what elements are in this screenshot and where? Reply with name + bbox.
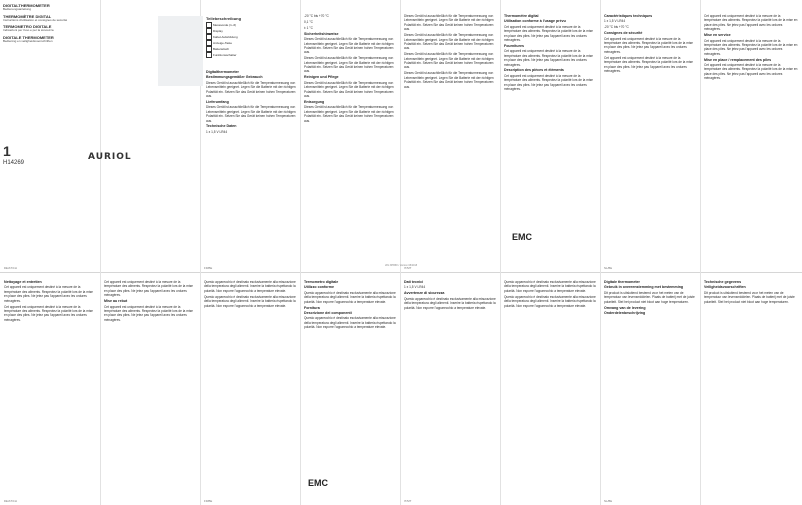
tech-accuracy: ± 1 °C bbox=[304, 25, 313, 30]
cover-titles bbox=[3, 3, 113, 45]
section-heading: Fournitures bbox=[504, 43, 524, 48]
product-number: 1 bbox=[3, 143, 11, 159]
body-text: Dieses Gerät ist ausschließlich für die Temperaturmessung von Lebensmitteln geeignet. Legen Sie die Batterie mit der richtigen Polarität ein. Setzen Sie das Gerät keinen hohen Temperaturen aus. bbox=[304, 80, 394, 98]
section-heading: Avvertenze di sicurezza bbox=[404, 291, 445, 296]
body-text: Cet appareil est uniquement destiné à la mesure de la température des aliments. Respectez la polarité lors de la mise en place des piles. Ne jetez pas l'appareil avec les ordures ménagères. bbox=[4, 285, 93, 303]
section-heading: Lieferumfang bbox=[206, 99, 229, 104]
tech-battery: 1 x 1,5 V LR44 bbox=[604, 19, 626, 24]
page-number: IT/MT bbox=[404, 499, 412, 503]
fold-line bbox=[500, 0, 501, 505]
page-number: DE/AT/CH bbox=[4, 266, 17, 270]
body-text: Cet appareil est uniquement destiné à la mesure de la température des aliments. Respectez la polarité lors de la mise en place des piles. Ne jetez pas l'appareil avec les ordures ménagères. bbox=[704, 14, 798, 32]
cover-title: DIGITALTHERMOMETER bbox=[3, 3, 50, 8]
fold-line bbox=[300, 0, 301, 505]
section-heading: Mise au rebut bbox=[104, 299, 128, 304]
body-text: Dieses Gerät ist ausschließlich für die Temperaturmessung von Lebensmitteln geeignet. Legen Sie die Batterie mit der richtigen Polarität ein. Setzen Sie das Gerät keinen hohen Temperaturen aus. bbox=[404, 52, 494, 70]
section-heading: Veiligheidsvoorschriften bbox=[704, 285, 746, 290]
page-number: DE/AT/CH bbox=[4, 499, 17, 503]
section-heading: Nettoyage et entretien bbox=[4, 280, 42, 284]
legend-list bbox=[206, 22, 266, 58]
panel-fr-clean bbox=[104, 280, 196, 495]
header-line: IAN 305568 • Version 08/2018 bbox=[384, 264, 418, 267]
body-text: Questo apparecchio è destinato esclusivamente alla misurazione della temperatura degli alimenti. Inserire la batteria rispettando la polarità. Non esporre l'apparecchio a temperature elevate. bbox=[304, 290, 396, 304]
body-text: Dieses Gerät ist ausschließlich für die Temperaturmessung von Lebensmitteln geeignet. Legen Sie die Batterie mit der richtigen Polarität ein. Setzen Sie das Gerät keinen hohen Temperaturen aus. bbox=[304, 37, 394, 55]
section-heading: Digitale thermometer bbox=[604, 280, 640, 284]
cover-title: DIGITALE THERMOMETER bbox=[3, 34, 54, 40]
fold-line bbox=[600, 0, 601, 505]
section-heading: Omvang van de levering bbox=[604, 305, 646, 310]
section-heading: Sicherheitshinweise bbox=[304, 31, 339, 36]
fold-line bbox=[700, 0, 701, 505]
illustration-placeholder bbox=[158, 16, 203, 86]
panel-de-tech bbox=[304, 14, 396, 259]
section-heading: Consignes de sécurité bbox=[604, 31, 643, 36]
product-code: H14269 bbox=[3, 160, 25, 166]
panel-fr-usage bbox=[4, 280, 96, 495]
fold-line bbox=[400, 0, 401, 505]
brand-logo: AURIOL bbox=[88, 152, 132, 162]
section-heading: Technische Daten bbox=[206, 124, 237, 129]
body-text: Cet appareil est uniquement destiné à la mesure de la température des aliments. Respectez la polarité lors de la mise en place des piles. Ne jetez pas l'appareil avec les ordures ménagères. bbox=[604, 36, 693, 54]
body-text: Dieses Gerät ist ausschließlich für die Temperaturmessung von Lebensmitteln geeignet. Legen Sie die Batterie mit der richtigen Polarität ein. Setzen Sie das Gerät keinen hohen Temperaturen aus. bbox=[404, 71, 494, 89]
cover-subtitle: Indicazioni per l'uso e per la sicurezza bbox=[3, 28, 54, 33]
section-heading: Thermomètre digital bbox=[504, 14, 539, 18]
body-text: Dieses Gerät ist ausschließlich für die Temperaturmessung von Lebensmitteln geeignet. Legen Sie die Batterie mit der richtigen Polarität ein. Setzen Sie das Gerät keinen hohen Temperaturen aus. bbox=[404, 14, 494, 32]
page-number: IT/MT bbox=[404, 266, 412, 270]
legend-item: Display bbox=[206, 28, 266, 34]
fold-line-horizontal bbox=[0, 272, 802, 273]
legend-title: Teilebeschreibung bbox=[206, 16, 242, 21]
body-text: Cet appareil est uniquement destiné à la mesure de la température des aliments. Respectez la polarité lors de la mise en place des piles. Ne jetez pas l'appareil avec les ordures ménagères. bbox=[704, 38, 798, 56]
legend-item: Messsonde (1–6) bbox=[206, 22, 266, 28]
legend-item: Funktionsschalter bbox=[206, 52, 266, 58]
panel-it-desc bbox=[304, 280, 396, 495]
panel-fr-tech bbox=[604, 14, 696, 259]
body-text: Questo apparecchio è destinato esclusivamente alla misurazione della temperatura degli alimenti. Inserire la batteria rispettando la polarità. Non esporre l'apparecchio a temperature elevate. bbox=[204, 294, 296, 308]
panel-de-intro bbox=[206, 70, 296, 260]
body-text: Dit product is uitsluitend bestemd voor het meten van de temperatuur van levensmiddelen. Plaats de batterij met de juiste polariteit. Stel het product niet bloot aan hoge temperaturen. bbox=[704, 290, 795, 304]
tech-battery: 1 x 1,5 V LR44 bbox=[206, 129, 228, 134]
section-heading: Termometro digitale bbox=[304, 280, 339, 284]
body-text: Cet appareil est uniquement destiné à la mesure de la température des aliments. Respectez la polarité lors de la mise en place des piles. Ne jetez pas l'appareil avec les ordures ménagères. bbox=[4, 304, 93, 322]
body-text: Questo apparecchio è destinato esclusivamente alla misurazione della temperatura degli alimenti. Inserire la batteria rispettando la polarità. Non esporre l'apparecchio a temperature elevate. bbox=[304, 316, 396, 330]
section-heading: Bestimmungsgemäßer Gebrauch bbox=[206, 75, 263, 80]
page-number: FR/BE bbox=[204, 266, 213, 270]
section-heading: Descrizione dei componenti bbox=[304, 310, 352, 315]
body-text: Cet appareil est uniquement destiné à la mesure de la température des aliments. Respectez la polarité lors de la mise en place des piles. Ne jetez pas l'appareil avec les ordures ménagères. bbox=[704, 63, 798, 81]
legend-item: Anzeige-Taste bbox=[206, 40, 266, 46]
square-icon bbox=[206, 52, 212, 58]
emc-mark: EMC bbox=[512, 232, 532, 242]
panel-de-safety bbox=[404, 14, 496, 259]
section-heading: Digitalthermometer bbox=[206, 70, 239, 74]
legend-item: Kabel-Aufwicklung bbox=[206, 34, 266, 40]
page-number: FR/BE bbox=[204, 499, 213, 503]
panel-it-safety bbox=[504, 280, 596, 495]
section-heading: Reinigen und Pflege bbox=[304, 75, 339, 80]
tech-battery: 1 x 1,5 V LR44 bbox=[404, 285, 426, 290]
body-text: Questo apparecchio è destinato esclusivamente alla misurazione della temperatura degli alimenti. Inserire la batteria rispettando la polarità. Non esporre l'apparecchio a temperature elevate. bbox=[204, 280, 296, 293]
body-text: Dieses Gerät ist ausschließlich für die Temperaturmessung von Lebensmitteln geeignet. Legen Sie die Batterie mit der richtigen Polarität ein. Setzen Sie das Gerät keinen hohen Temperaturen aus. bbox=[304, 105, 394, 123]
body-text: Dieses Gerät ist ausschließlich für die Temperaturmessung von Lebensmitteln geeignet. Legen Sie die Batterie mit der richtigen Polarität ein. Setzen Sie das Gerät keinen hohen Temperaturen aus. bbox=[304, 56, 394, 74]
body-text: Questo apparecchio è destinato esclusivamente alla misurazione della temperatura degli alimenti. Inserire la batteria rispettando la polarità. Non esporre l'apparecchio a temperature elevate. bbox=[404, 296, 496, 310]
body-text: Cet appareil est uniquement destiné à la mesure de la température des aliments. Respectez la polarité lors de la mise en place des piles. Ne jetez pas l'appareil avec les ordures ménagères. bbox=[104, 304, 193, 322]
body-text: Cet appareil est uniquement destiné à la mesure de la température des aliments. Respectez la polarité lors de la mise en place des piles. Ne jetez pas l'appareil avec les ordures ménagères. bbox=[604, 55, 693, 73]
body-text: Dieses Gerät ist ausschließlich für die Temperaturmessung von Lebensmitteln geeignet. Legen Sie die Batterie mit der richtigen Polarität ein. Setzen Sie das Gerät keinen hohen Temperaturen aus. bbox=[206, 80, 296, 99]
section-heading: Gebruik in overeenstemming met bestemming bbox=[604, 285, 684, 290]
tech-range: -20 °C bis +70 °C bbox=[304, 14, 329, 18]
panel-nl-safety bbox=[704, 280, 798, 495]
body-text: Dieses Gerät ist ausschließlich für die Temperaturmessung von Lebensmitteln geeignet. Legen Sie die Batterie mit der richtigen Polarität ein. Setzen Sie das Gerät keinen hohen Temperaturen aus. bbox=[206, 105, 296, 123]
body-text: Questo apparecchio è destinato esclusivamente alla misurazione della temperatura degli alimenti. Inserire la batteria rispettando la polarità. Non esporre l'apparecchio a temperature elevate. bbox=[504, 294, 596, 308]
emc-mark: EMC bbox=[308, 478, 328, 488]
body-text: Cet appareil est uniquement destiné à la mesure de la température des aliments. Respectez la polarité lors de la mise en place des piles. Ne jetez pas l'appareil avec les ordures ménagères. bbox=[504, 24, 593, 43]
panel-nl-intro bbox=[604, 280, 696, 495]
section-heading: Onderdelenbeschrijving bbox=[604, 310, 646, 315]
section-heading: Dati tecnici bbox=[404, 280, 424, 284]
section-heading: Technische gegevens bbox=[704, 280, 742, 284]
legend-item: Batteriefach bbox=[206, 46, 266, 52]
section-heading: Utilizzo conforme bbox=[304, 285, 334, 290]
section-heading: Entsorgung bbox=[304, 99, 325, 104]
panel-it-tech bbox=[404, 280, 496, 495]
panel-fr-start bbox=[704, 14, 798, 259]
section-heading: Utilisation conforme à l'usage prévu bbox=[504, 19, 566, 24]
cover-subtitle: Bediening en veiligheidsvoorschriften bbox=[3, 38, 53, 43]
cover-subtitle: Bedienungsanleitung bbox=[3, 7, 32, 11]
tech-range: -20 °C bis +70 °C bbox=[604, 25, 629, 30]
section-heading: Caractéristiques techniques bbox=[604, 14, 653, 18]
body-text: Dit product is uitsluitend bestemd voor het meten van de temperatuur van levensmiddelen. Plaats de batterij met de juiste polariteit. Stel het product niet bloot aan hoge temperaturen. bbox=[604, 290, 695, 304]
panel-it-intro bbox=[204, 280, 296, 495]
section-heading: Fornitura bbox=[304, 305, 320, 310]
body-text: Dieses Gerät ist ausschließlich für die Temperaturmessung von Lebensmitteln geeignet. Legen Sie die Batterie mit der richtigen Polarität ein. Setzen Sie das Gerät keinen hohen Temperaturen aus. bbox=[404, 33, 494, 51]
page-number: NL/BE bbox=[604, 499, 613, 503]
body-text: Cet appareil est uniquement destiné à la mesure de la température des aliments. Respectez la polarité lors de la mise en place des piles. Ne jetez pas l'appareil avec les ordures ménagères. bbox=[504, 73, 593, 92]
section-heading: Mise en place / remplacement des piles bbox=[704, 57, 772, 62]
panel-fr-intro bbox=[504, 14, 596, 259]
fold-line bbox=[100, 0, 101, 505]
body-text: Cet appareil est uniquement destiné à la mesure de la température des aliments. Respectez la polarité lors de la mise en place des piles. Ne jetez pas l'appareil avec les ordures ménagères. bbox=[504, 49, 593, 67]
section-heading: Description des pièces et éléments bbox=[504, 68, 564, 73]
section-heading: Mise en service bbox=[704, 33, 731, 38]
body-text: Cet appareil est uniquement destiné à la mesure de la température des aliments. Respectez la polarité lors de la mise en place des piles. Ne jetez pas l'appareil avec les ordures ménagères. bbox=[104, 280, 193, 298]
body-text: Questo apparecchio è destinato esclusivamente alla misurazione della temperatura degli alimenti. Inserire la batteria rispettando la polarità. Non esporre l'apparecchio a temperature elevate. bbox=[504, 280, 596, 293]
cover-title: TERMOMETRO DIGITALE bbox=[3, 24, 52, 30]
page-number: NL/BE bbox=[604, 266, 613, 270]
cover-subtitle: Instructions d'utilisation et consignes de sécurité bbox=[3, 17, 68, 22]
cover-title: THERMOMÈTRE DIGITAL bbox=[3, 13, 52, 19]
tech-resolution: 0,1 °C bbox=[304, 19, 313, 24]
